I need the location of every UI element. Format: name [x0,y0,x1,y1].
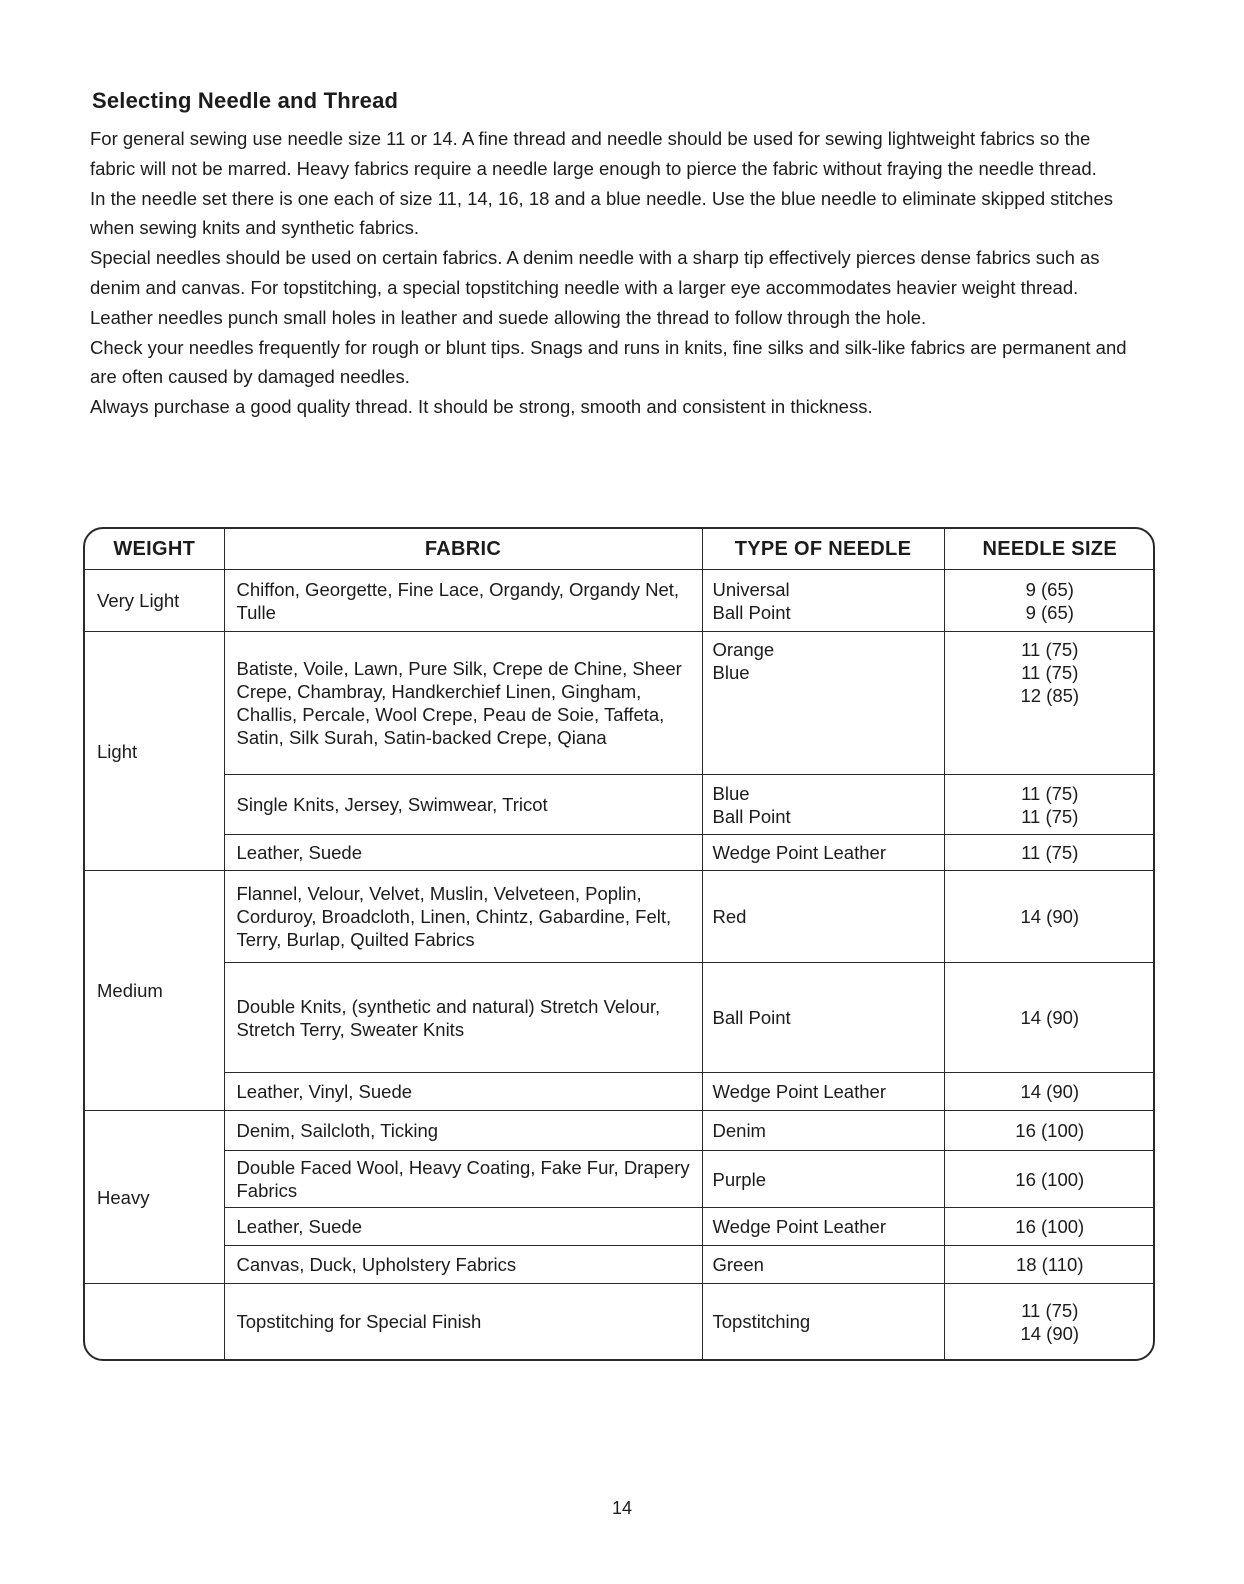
needle-size: 9 (65) [1025,601,1074,623]
needle-size: 11 (75) [1021,782,1079,804]
needle-size-cell: 14 (90) [944,963,1155,1073]
table-row [85,1151,1155,1208]
table-row [85,1073,1155,1111]
fabric-cell: Canvas, Duck, Upholstery Fabrics [224,1246,702,1284]
fabric-cell: Denim, Sailcloth, Ticking [224,1111,702,1151]
needle-type: Ball Point [712,601,791,623]
section-title: Selecting Needle and Thread [92,88,399,113]
needle-type-cell: Red [702,871,944,963]
table-row [85,1246,1155,1284]
page-number: 14 [611,1498,633,1518]
needle-size-cell: 11 (75) [944,835,1155,871]
needle-chart [83,527,1155,1361]
weight-cell: Heavy [85,1111,224,1284]
fabric-cell: Flannel, Velour, Velvet, Muslin, Velveteen, Poplin, Corduroy, Broadcloth, Linen, Chintz, Gabardine, Felt, Terry, Burlap, Quilted Fabrics [224,871,702,963]
needle-type-cell: Green [702,1246,944,1284]
header-needle-type: TYPE OF NEEDLE [702,529,944,570]
paragraph-general-sewing: For general sewing use needle size 11 or 14. A fine thread and needle should be used for sewing lightweight fabrics so the fabric will not be marred. Heavy fabrics require a needle large enough to pierce the fabric without fraying the needle thread. [90,128,1097,179]
table-row [85,1284,1155,1360]
header-fabric: FABRIC [224,529,702,570]
header-needle-size: NEEDLE SIZE [944,529,1155,570]
paragraph-thread-quality: Always purchase a good quality thread. It should be strong, smooth and consistent in thickness. [90,396,873,418]
needle-type-cell [702,775,944,835]
needle-size-cell: 14 (90) [944,871,1155,963]
needle-size: 11 (75) [1021,639,1079,660]
fabric-cell: Topstitching for Special Finish [224,1284,702,1360]
paragraph-needle-set: In the needle set there is one each of size 11, 14, 16, 18 and a blue needle. Use the blue needle to eliminate skipped stitches when sewing knits and synthetic fabrics. [90,187,1113,239]
weight-cell-empty [85,1284,224,1360]
fabric-cell: Single Knits, Jersey, Swimwear, Tricot [224,775,702,835]
needle-type-cell: Ball Point [702,963,944,1073]
paragraph-check-needles: Check your needles frequently for rough or blunt tips. Snags and runs in knits, fine silks and silk-like fabrics are permanent and are often caused by damaged needles. [90,336,1127,388]
needle-size-cell: 16 (100) [944,1151,1155,1208]
needle-size-cell [944,570,1155,632]
weight-cell: Light [85,632,224,871]
fabric-cell: Leather, Suede [224,1208,702,1246]
needle-type-cell [702,632,944,775]
needle-type: Blue [712,782,750,804]
needle-table [85,529,1155,1360]
needle-type-cell: Topstitching [702,1284,944,1360]
table-row [85,871,1155,963]
fabric-cell: Double Knits, (synthetic and natural) Stretch Velour, Stretch Terry, Sweater Knits [224,963,702,1073]
needle-type: Orange [712,639,775,660]
needle-type-cell: Wedge Point Leather [702,1208,944,1246]
needle-size-cell [944,775,1155,835]
weight-cell: Very Light [85,570,224,632]
needle-type-cell: Purple [702,1151,944,1208]
needle-size-cell [944,632,1155,775]
fabric-cell: Leather, Vinyl, Suede [224,1073,702,1111]
needle-size-cell: 16 (100) [944,1208,1155,1246]
needle-size-cell [944,1284,1155,1360]
needle-size: 11 (75) [1021,805,1079,827]
fabric-cell: Batiste, Voile, Lawn, Pure Silk, Crepe de Chine, Sheer Crepe, Chambray, Handkerchief Linen, Gingham, Challis, Percale, Wool Crepe, Peau de Soie, Taffeta, Satin, Silk Surah, Satin-backed Crepe, Qiana [224,632,702,775]
weight-cell: Medium [85,871,224,1111]
table-row [85,632,1155,775]
needle-size-cell: 14 (90) [944,1073,1155,1111]
needle-type-cell: Denim [702,1111,944,1151]
table-row [85,570,1155,632]
needle-size-cell: 16 (100) [944,1111,1155,1151]
table-header-row [85,529,1155,570]
needle-size: 11 (75) [1021,1299,1079,1321]
fabric-cell: Chiffon, Georgette, Fine Lace, Organdy, Organdy Net, Tulle [224,570,702,632]
table-row [85,1208,1155,1246]
needle-size: 9 (65) [1025,578,1074,600]
needle-size-cell: 18 (110) [944,1246,1155,1284]
needle-type-cell [702,570,944,632]
header-weight: WEIGHT [85,529,224,570]
table-row [85,1111,1155,1151]
table-row [85,963,1155,1073]
needle-type-cell: Wedge Point Leather [702,835,944,871]
table-row [85,835,1155,871]
needle-type: Blue [712,662,750,683]
needle-type: Ball Point [712,805,791,827]
needle-size: 12 (85) [1020,685,1080,706]
needle-type-cell: Wedge Point Leather [702,1073,944,1111]
fabric-cell: Double Faced Wool, Heavy Coating, Fake Fur, Drapery Fabrics [224,1151,702,1208]
intro-text [90,124,1130,422]
table-row [85,775,1155,835]
needle-size: 11 (75) [1021,662,1079,683]
needle-size: 14 (90) [1020,1322,1080,1344]
fabric-cell: Leather, Suede [224,835,702,871]
paragraph-special-needles: Special needles should be used on certain fabrics. A denim needle with a sharp tip effectively pierces dense fabrics such as denim and canvas. For topstitching, a special topstitching needle with a larger eye accommodates heavier weight thread. Leather needles punch small holes in leather and suede allowing the thread to follow through the hole. [90,247,1100,328]
needle-type: Universal [712,578,790,600]
